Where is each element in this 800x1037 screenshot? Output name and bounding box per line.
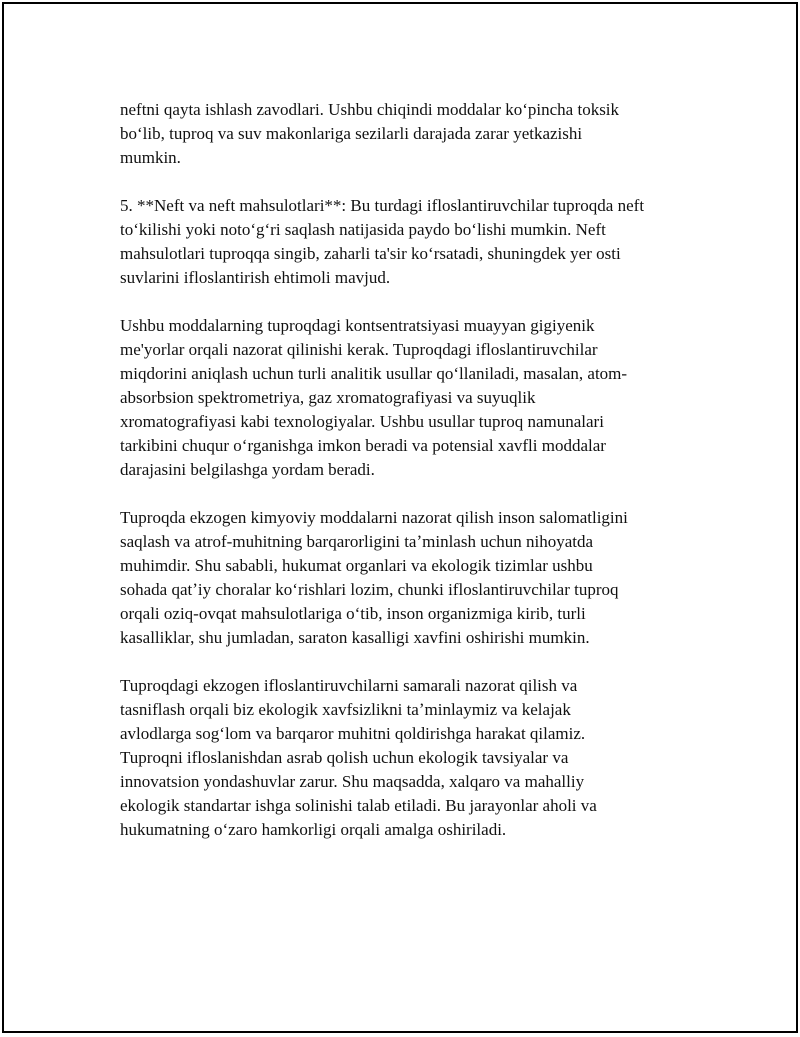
paragraph-analytical-methods: Ushbu moddalarning tuproqdagi kontsentratsiyasi muayyan gigiyenik me'yorlar orqali nazorat qilinishi kerak. Tuproqdagi ifloslantiruvchilar miqdorini aniqlash uchun turli analitik usullar qoʻllaniladi, masalan, atom- absorbsion spektrometriya, gaz xromatografiyasi va suyuqlik xromatografiyasi kabi texnologiyalar. Ushbu usullar tuproq namunalari tarkibini chuqur oʻrganishga imkon beradi va potensial xavfli moddalar darajasini belgilashga yordam beradi. [120, 316, 628, 479]
paragraph-industrial-waste: neftni qayta ishlash zavodlari. Ushbu chiqindi moddalar koʻpincha toksik boʻlib, tuproq va suv makonlariga sezilarli darajada zarar yetkazishi mumkin. [120, 100, 620, 167]
document-body [120, 98, 690, 866]
paragraph-oil-products: 5. **Neft va neft mahsulotlari**: Bu turdagi ifloslantiruvchilar tuproqda neft toʻkilishi yoki notoʻgʻri saqlash natijasida paydo boʻlishi mumkin. Neft mahsulotlari tuproqqa singib, zaharli ta'sir koʻrsatadi, shuningdek yer osti suvlarini ifloslantirish ehtimoli mavjud. [120, 196, 645, 287]
paragraph-conclusion: Tuproqdagi ekzogen ifloslantiruvchilarni samarali nazorat qilish va tasniflash orqali biz ekologik xavfsizlikni taʼminlaymiz va kelajak avlodlarga sogʻlom va barqaror muhitni qoldirishga harakat qilamiz. Tuproqni ifloslanishdan asrab qolish uchun ekologik tavsiyalar va innovatsion yondashuvlar zarur. Shu maqsadda, xalqaro va mahalliy ekologik standartar ishga solinishi talab etiladi. Bu jarayonlar aholi va hukumatning oʻzaro hamkorligi orqali amalga oshiriladi. [120, 676, 597, 839]
document-page [2, 2, 798, 1033]
paragraph-health-importance: Tuproqda ekzogen kimyoviy moddalarni nazorat qilish inson salomatligini saqlash va atrof-muhitning barqarorligini taʼminlash uchun nihoyatda muhimdir. Shu sababli, hukumat organlari va ekologik tizimlar ushbu sohada qatʼiy choralar koʻrishlari lozim, chunki ifloslantiruvchilar tuproq orqali oziq-ovqat mahsulotlariga oʻtib, inson organizmiga kirib, turli kasalliklar, shu jumladan, saraton kasalligi xavfini oshirishi mumkin. [120, 508, 628, 647]
